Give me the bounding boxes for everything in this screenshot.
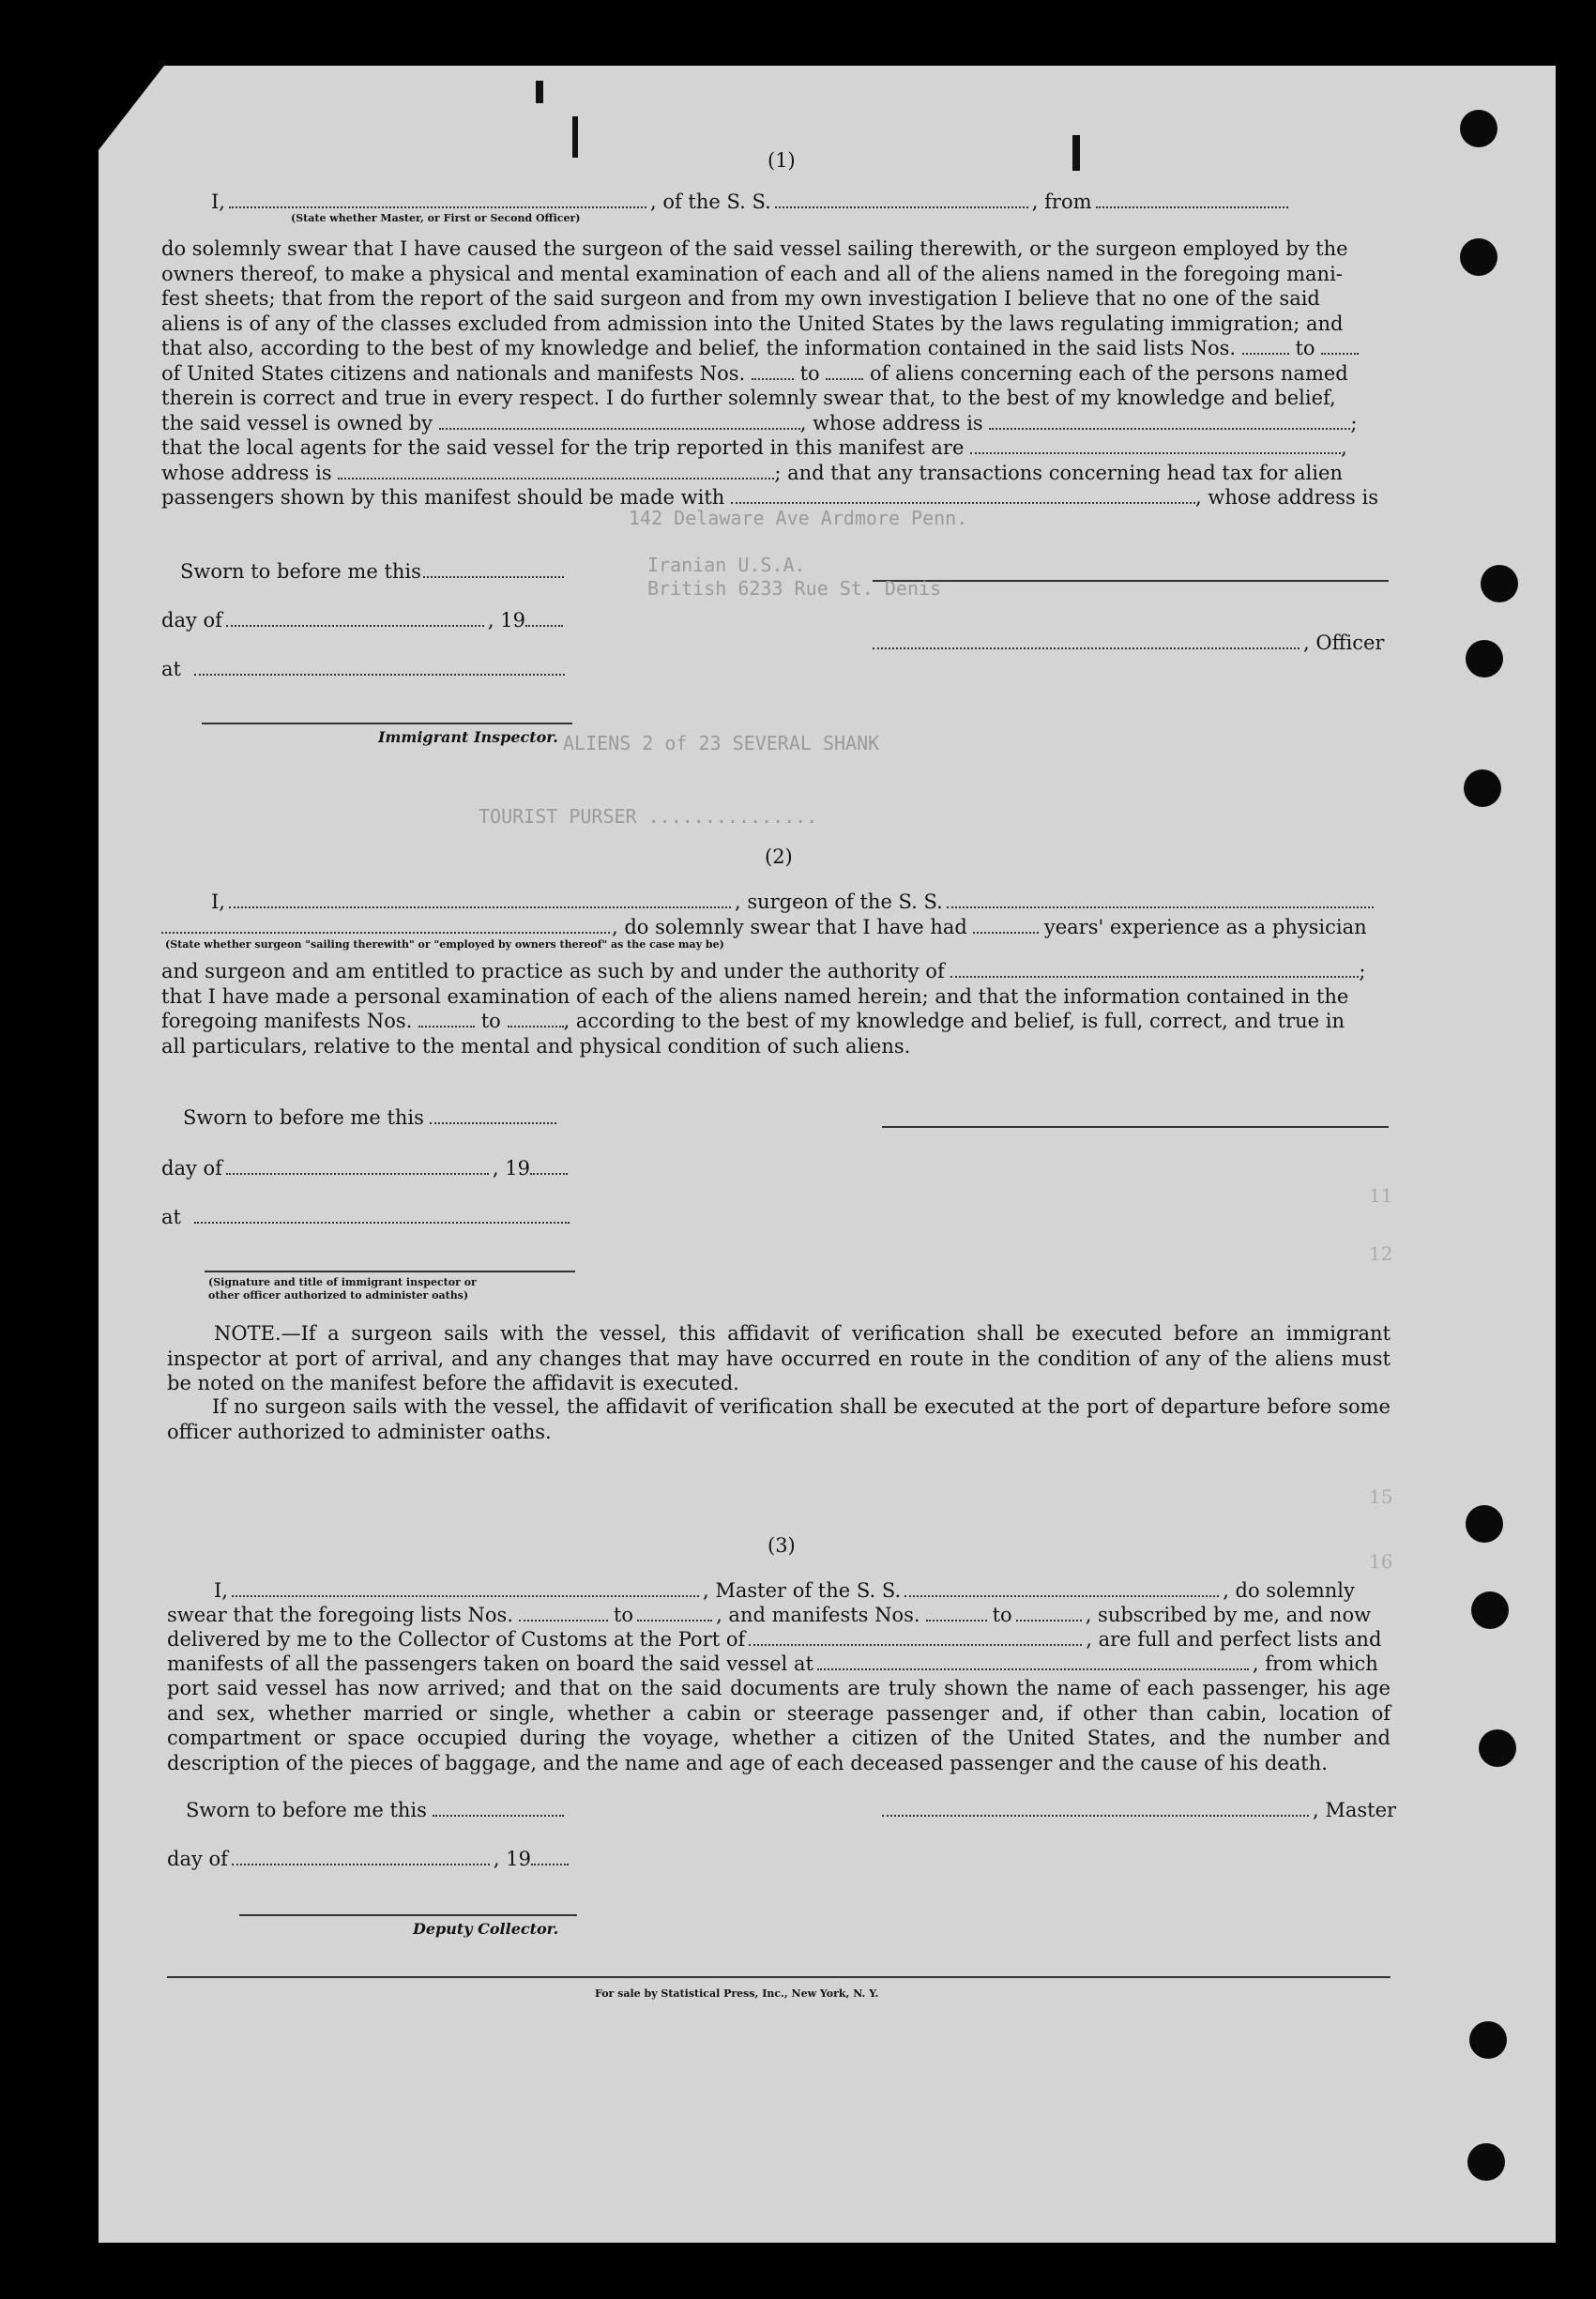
years-blank[interactable]	[973, 919, 1039, 934]
show-through-text: 142 Delaware Ave Ardmore Penn.	[629, 507, 968, 529]
ink-speck	[572, 116, 578, 158]
day-of-blank-3[interactable]	[232, 1850, 490, 1865]
margin-digit: 12	[1369, 1242, 1393, 1265]
master-row: I, , Master of the S. S. , do solemnly	[214, 1579, 1355, 1602]
punch-hole	[1464, 769, 1501, 807]
manifests-from-blank-3[interactable]	[926, 1606, 987, 1621]
margin-digit: 16	[1369, 1550, 1393, 1573]
inspector-signature-line	[202, 723, 572, 724]
officer-signature-blank[interactable]	[873, 634, 1300, 649]
manifests-no-from-blank[interactable]	[418, 1012, 475, 1028]
taken-on-row: manifests of all the passengers taken on board the said vessel at , from which	[167, 1652, 1378, 1675]
agent-address-blank[interactable]	[338, 464, 774, 480]
year-blank-2[interactable]	[530, 1160, 568, 1175]
punch-hole	[1460, 238, 1497, 276]
punch-hole	[1471, 1591, 1509, 1629]
surgeon-status-note: (State whether surgeon "sailing therewith" or "employed by owners thereof" as the case may be)	[165, 938, 724, 951]
day-of-row-2: day of , 19	[161, 1156, 568, 1180]
punch-hole	[1469, 2021, 1507, 2059]
owner-blank[interactable]	[439, 415, 800, 430]
manifests-to-blank-3[interactable]	[1016, 1606, 1082, 1621]
margin-digit: 11	[1369, 1184, 1393, 1207]
manifests-from-blank[interactable]	[752, 365, 794, 380]
section-3-body: port said vessel has now arrived; and that on the said documents are truly shown the name of each passenger, his age and sex, whether married or single, whether a cabin or steerage passenger and, if other than cabin, location of compartment or space occupied during the voyage, whether a citizen of the United States, and the number and description of the pieces of baggage, and the name and age of each deceased passenger and the cause of his death.	[167, 1677, 1391, 1774]
ink-speck	[1072, 135, 1080, 171]
year-blank-3[interactable]	[531, 1850, 569, 1865]
surgeon-row: I, , surgeon of the S. S.	[211, 890, 1374, 914]
head-tax-contact-blank[interactable]	[731, 489, 1195, 504]
punch-hole	[1466, 640, 1503, 678]
master-role-note: (State whether Master, or First or Second Officer)	[291, 212, 581, 224]
punch-hole	[1460, 110, 1497, 147]
lists-from-blank[interactable]	[1242, 340, 1289, 355]
sworn-day-blank-2[interactable]	[430, 1109, 556, 1124]
sworn-row-3: Sworn to before me this	[186, 1798, 564, 1822]
signature-note-1: (Signature and title of immigrant inspector or	[208, 1276, 477, 1288]
at-blank-1[interactable]	[194, 661, 565, 676]
master-sign-row: , Master	[882, 1798, 1396, 1822]
surgeon-note: NOTE.—If a surgeon sails with the vessel, this affidavit of verification shall be executed before an immigrant inspector at port of arrival, and any changes that may have occurred en route in the condition of any of the aliens must be noted on the manifest before the affidavit is executed.	[167, 1322, 1391, 1394]
lists-no-to-blank-3[interactable]	[637, 1606, 712, 1621]
owner-address-blank[interactable]	[989, 415, 1350, 430]
show-through-text: TOURIST PURSER ...............	[479, 805, 818, 828]
show-through-text: Iranian U.S.A.	[647, 554, 806, 576]
officer-row: , Officer	[873, 631, 1384, 655]
printer-credit: For sale by Statistical Press, Inc., New York, N. Y.	[595, 1987, 879, 2000]
master-name-blank[interactable]	[229, 193, 646, 208]
punch-hole	[1466, 1505, 1503, 1543]
show-through-text: ALIENS 2 of 23 SEVERAL SHANK	[563, 732, 880, 754]
surgeon-status-row: , do solemnly swear that I have had years' experience as a physician	[161, 915, 1367, 939]
sworn-row-2: Sworn to before me this	[183, 1105, 556, 1130]
lists-no-from-blank-3[interactable]	[519, 1606, 608, 1621]
master-name-field-row: I, , of the S. S. , from	[211, 190, 1288, 214]
delivered-row: delivered by me to the Collector of Customs at the Port of , are full and perfect lists and	[167, 1628, 1382, 1651]
day-of-row-1: day of , 19	[161, 608, 563, 632]
boarding-port-blank[interactable]	[817, 1655, 1249, 1670]
officer-sig-line-top	[873, 580, 1389, 582]
section-1-body: do solemnly swear that I have caused the surgeon of the said vessel sailing therewith, or the surgeon employed by the owners thereof, to make a physical and mental examination of each and all of the aliens named in the foregoing mani- fest sheets; that from the report of the said surgeon and from my own investigation I believe that no one of the said aliens is of any of the classes excluded from admission into the United States by the laws regulating immigration; and that also, according to the best of my knowledge and belief, the information contained in the said lists Nos. to of United States citizens and nationals and manifests Nos. to of aliens concerning each of the persons named therein is correct and true in every respect. I do further solemnly swear that, to the best of my knowledge and belief, the said vessel is owned by , whose address is ; that the local agents for the said vessel for the trip reported in this manifest are , whose address is ; and that any transactions concerning head tax for alien passengers shown by this manifest should be made with , whose address is	[161, 237, 1378, 509]
manifests-no-to-blank[interactable]	[508, 1012, 564, 1028]
port-blank[interactable]	[749, 1631, 1082, 1646]
deputy-caption: Deputy Collector.	[413, 1920, 559, 1938]
surgeon-signature-line	[882, 1126, 1389, 1128]
punch-hole	[1467, 2143, 1505, 2181]
margin-digit: 15	[1369, 1485, 1393, 1508]
at-blank-2[interactable]	[194, 1209, 570, 1224]
lists-row: swear that the foregoing lists Nos. to , and manifests Nos. to , subscribed by me, and now	[167, 1604, 1372, 1626]
inspector-caption: Immigrant Inspector.	[378, 728, 558, 746]
punch-hole	[1481, 565, 1518, 602]
punch-hole	[1479, 1729, 1516, 1767]
vessel-name-blank[interactable]	[775, 193, 1028, 208]
day-of-row-3: day of , 19	[167, 1847, 569, 1871]
day-of-blank-2[interactable]	[226, 1160, 489, 1175]
note-label: NOTE.	[214, 1322, 281, 1345]
year-blank-1[interactable]	[525, 612, 563, 627]
manifests-to-blank[interactable]	[826, 365, 863, 380]
section-1-number: (1)	[768, 149, 796, 172]
authority-blank[interactable]	[950, 963, 1359, 978]
show-through-text: British 6233 Rue St. Denis	[647, 577, 942, 600]
at-row-1: at	[161, 657, 565, 681]
surgeon-name-blank[interactable]	[229, 893, 731, 908]
master-vessel-blank[interactable]	[904, 1582, 1219, 1597]
surgeon-status-blank[interactable]	[161, 919, 610, 934]
surgeon-note-2: If no surgeon sails with the vessel, the affidavit of verification shall be executed at the port of departure before some officer authorized to administer oaths.	[167, 1395, 1391, 1443]
surgeon-vessel-blank[interactable]	[947, 893, 1374, 908]
footer-rule	[167, 1976, 1391, 1978]
section-2-body: and surgeon and am entitled to practice as such by and under the authority of ; that I have made a personal examination of each of the aliens named herein; and that the information contained in the foregoing manifests Nos. to , according to the best of my knowledge and belief, is full, correct, and true in all particulars, relative to the mental and physical condition of such aliens.	[161, 960, 1366, 1058]
sworn-day-blank-3[interactable]	[433, 1802, 564, 1817]
sworn-row-1: Sworn to before me this	[180, 559, 564, 584]
deputy-signature-line	[239, 1914, 577, 1916]
master-name-blank-3[interactable]	[232, 1582, 699, 1597]
from-port-blank[interactable]	[1096, 193, 1288, 208]
signature-note-2: other officer authorized to administer oaths)	[208, 1289, 469, 1302]
inspector-signature-line-2	[205, 1271, 575, 1272]
sworn-day-blank-1[interactable]	[423, 563, 564, 578]
lists-to-blank[interactable]	[1321, 340, 1359, 355]
day-of-blank-1[interactable]	[226, 612, 484, 627]
ink-speck	[536, 81, 543, 103]
at-row-2: at	[161, 1205, 570, 1229]
section-3-number: (3)	[768, 1534, 796, 1557]
section-2-number: (2)	[765, 845, 793, 868]
master-signature-blank[interactable]	[882, 1802, 1309, 1817]
local-agents-blank[interactable]	[970, 439, 1341, 454]
